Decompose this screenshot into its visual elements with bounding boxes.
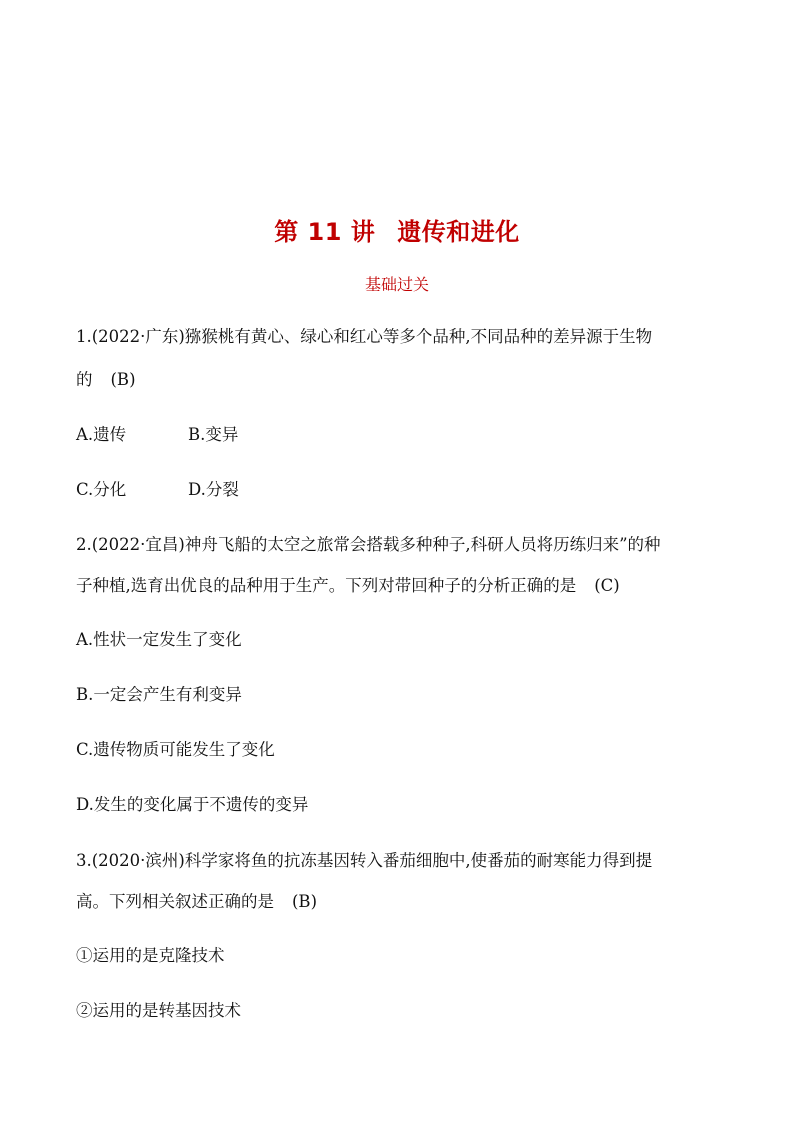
lecture-topic: 遗传和进化 <box>397 218 520 246</box>
q1-answer: (B) <box>110 370 136 389</box>
q3-item-1: ①运用的是克隆技术 <box>76 946 225 965</box>
q1-option-d: D.分裂 <box>188 480 239 499</box>
q1-stem-end: 的 <box>76 370 93 389</box>
q1-option-a: A.遗传 <box>76 425 127 444</box>
q1-option-c: C.分化 <box>76 480 127 499</box>
q1-stem-line2 <box>76 369 136 391</box>
q1-options-row2 <box>76 479 239 501</box>
q3-answer: (B) <box>292 892 317 911</box>
q3-item-2: ②运用的是转基因技术 <box>76 1001 241 1020</box>
q1-stem-line1: 1.(2022·广东)猕猴桃有黄心、绿心和红心等多个品种,不同品种的差异源于生物 <box>76 327 653 346</box>
q2-option-c: C.遗传物质可能发生了变化 <box>76 740 275 759</box>
q3-stem-end: 高。下列相关叙述正确的是 <box>76 892 274 911</box>
q2-option-a: A.性状一定发生了变化 <box>76 630 242 649</box>
q2-stem-line2 <box>76 575 620 597</box>
q2-stem-end: 子种植,选育出优良的品种用于生产。下列对带回种子的分析正确的是 <box>76 576 577 595</box>
q3-stem-line2 <box>76 891 317 913</box>
q3-stem-line1: 3.(2020·滨州)科学家将鱼的抗冻基因转入番茄细胞中,使番茄的耐寒能力得到提 <box>76 851 653 870</box>
q2-option-d: D.发生的变化属于不遗传的变异 <box>76 795 309 814</box>
q1-option-b: B.变异 <box>188 425 239 444</box>
section-subtitle: 基础过关 <box>364 275 429 294</box>
q2-answer: (C) <box>594 576 620 595</box>
lecture-number: 第 11 讲 <box>274 218 376 246</box>
q2-option-b: B.一定会产生有利变异 <box>76 685 242 704</box>
page-title <box>0 212 794 247</box>
q2-stem-line1: 2.(2022·宜昌)神舟飞船的太空之旅常会搭载多种种子,科研人员将历练归来”的种 <box>76 535 661 554</box>
q1-options-row1 <box>76 424 239 446</box>
